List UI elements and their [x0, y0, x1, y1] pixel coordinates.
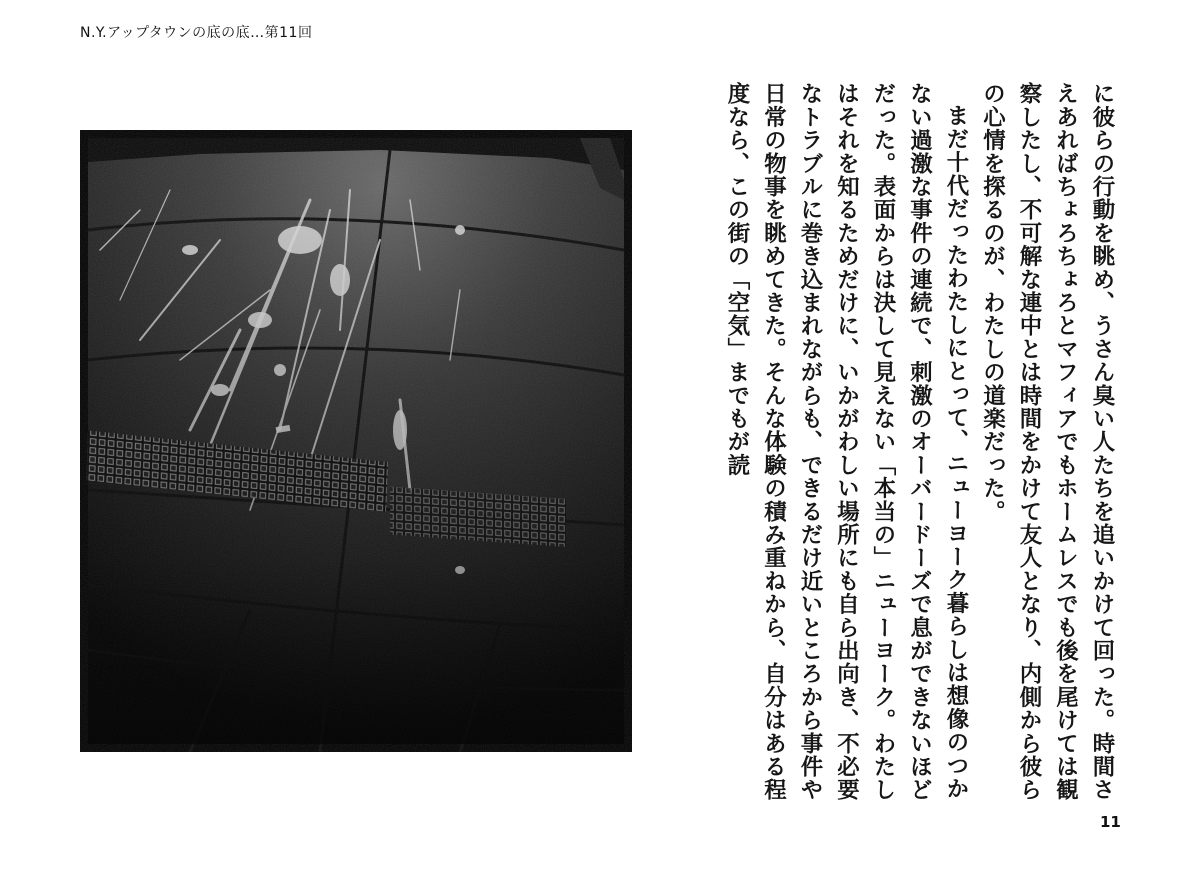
page-number: 11: [1100, 813, 1121, 831]
sidewalk-grate-photo-icon: [80, 130, 632, 752]
paragraph-1: に彼らの行動を眺め、うさん臭い人たちを追いかけて回った。時間さえあればちょろちょろとマフィアでもホームレスでも後を尾けては観察したし、不可解な連中とは時間をかけて友人となり、内側から彼らの心情を探るのが、わたしの道楽だった。: [979, 82, 1115, 802]
paragraph-2: まだ十代だったわたしにとって、ニューヨーク暮らしは想像のつかない過激な事件の連続で、刺激のオーバードーズで息ができないほどだった。表面からは決して見えない「本当の」ニューヨーク。わたしはそれを知るためだけに、いかがわしい場所にも自ら出向き、不必要なトラブルに巻き込まれながらも、できるだけ近いところから事件や日常の物事を眺めてきた。そんな体験の積み重ねから、自分はある程度なら、この街の「空気」までもが読: [724, 82, 969, 802]
body-text: [680, 82, 1120, 802]
running-header: N.Y.アップタウンの底の底…第11回: [80, 25, 313, 41]
sidewalk-photo: [80, 130, 632, 752]
